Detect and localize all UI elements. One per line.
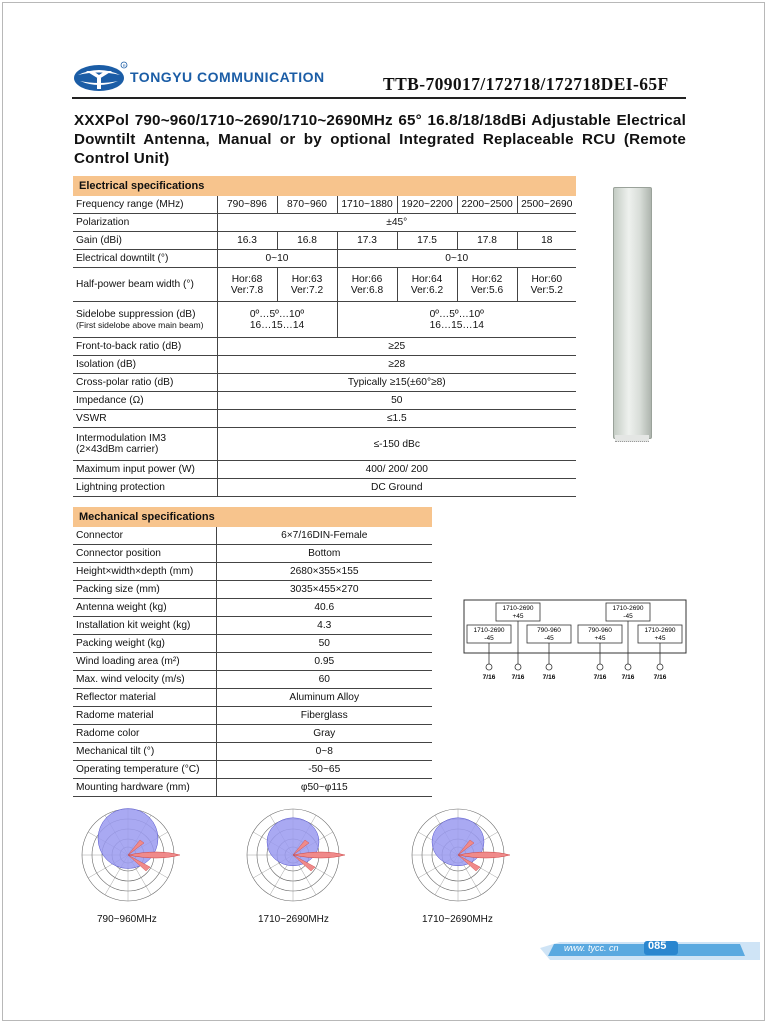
beam-ver: Ver:5.2	[530, 284, 563, 296]
table-row	[73, 196, 576, 214]
freq-cell: 1710~1880	[337, 196, 397, 214]
beam-cell	[337, 268, 397, 302]
page-number: 085	[648, 940, 667, 952]
sidelobe-sublabel: (First sidelobe above main beam)	[76, 320, 204, 330]
footer-banner	[540, 938, 760, 960]
row-label: Max. wind velocity (m/s)	[73, 671, 216, 689]
row-value: 2680×355×155	[216, 563, 432, 581]
table-row	[73, 563, 432, 581]
table-row	[73, 250, 576, 268]
beam-hor: Hor:60	[531, 273, 563, 285]
row-value: 6×7/16DIN-Female	[216, 527, 432, 545]
pattern-caption: 1710~2690MHz	[258, 914, 329, 925]
row-label: Installation kit weight (kg)	[73, 617, 216, 635]
table-row	[73, 356, 576, 374]
table-row	[73, 232, 576, 250]
row-label: Reflector material	[73, 689, 216, 707]
header-rule	[72, 97, 686, 99]
gain-cell: 16.8	[277, 232, 337, 250]
row-label: Polarization	[73, 214, 217, 232]
table-row	[73, 214, 576, 232]
polarization-value: ±45°	[217, 214, 576, 232]
freq-cell: 2500~2690	[517, 196, 576, 214]
port-label: +45	[594, 635, 606, 642]
power-value: 400/ 200/ 200	[217, 461, 576, 479]
table-row	[73, 779, 432, 797]
row-label: Electrical downtilt (°)	[73, 250, 217, 268]
horizontal-beam-pattern	[432, 818, 484, 866]
beam-ver: Ver:7.8	[230, 284, 264, 296]
row-label: Packing size (mm)	[73, 581, 216, 599]
row-label: Antenna weight (kg)	[73, 599, 216, 617]
sidelobe-high-angles: 0º…5º…10º	[429, 308, 484, 320]
xpol-value: Typically ≥15(±60°≥8)	[217, 374, 576, 392]
company-name: TONGYU COMMUNICATION	[130, 69, 325, 85]
gain-cell: 16.3	[217, 232, 277, 250]
row-label: Impedance (Ω)	[73, 392, 217, 410]
impedance-value: 50	[217, 392, 576, 410]
sidelobe-label: Sidelobe suppression (dB)	[76, 309, 196, 320]
downtilt-high: 0~10	[337, 250, 576, 268]
row-label: VSWR	[73, 410, 217, 428]
freq-cell: 790~896	[217, 196, 277, 214]
connector-label: 7/16	[542, 674, 556, 681]
port-label: -45	[623, 613, 633, 620]
beam-ver: Ver:5.6	[470, 284, 504, 296]
beam-ver: Ver:6.8	[350, 284, 384, 296]
fb-value: ≥25	[217, 338, 576, 356]
row-label: Front-to-back ratio (dB)	[73, 338, 217, 356]
row-label: Radome color	[73, 725, 216, 743]
page-title: XXXPol 790~960/1710~2690/1710~2690MHz 65° 16.8/18/18dBi Adjustable Electrical Downtilt Antenna, Manual or by optional Integrated Replaceable RCU (Remote Control Unit)	[74, 112, 686, 167]
connector-label: 7/16	[653, 674, 667, 681]
port-label: -45	[484, 635, 494, 642]
row-label: Half-power beam width (°)	[73, 268, 217, 302]
beam-hor: Hor:64	[411, 273, 443, 285]
beam-ver: Ver:7.2	[290, 284, 324, 296]
table-row	[73, 545, 432, 563]
row-label: Lightning protection	[73, 479, 217, 497]
row-value: -50~65	[216, 761, 432, 779]
polar-pattern	[68, 800, 188, 910]
footer-url: www. tycc. cn	[564, 943, 619, 953]
beam-ver: Ver:6.2	[410, 284, 444, 296]
beam-cell	[217, 268, 277, 302]
table-row	[73, 671, 432, 689]
port-label: 1710-2690	[612, 605, 644, 612]
port-label: 1710-2690	[502, 605, 534, 612]
table-row	[73, 428, 576, 461]
row-label: Connector	[73, 527, 216, 545]
row-label: Packing weight (kg)	[73, 635, 216, 653]
sidelobe-low-values: 16…15…14	[249, 319, 305, 331]
row-label	[73, 428, 217, 461]
table-row	[73, 392, 576, 410]
port-label: +45	[654, 635, 666, 642]
connector-label: 7/16	[621, 674, 635, 681]
row-value: Fiberglass	[216, 707, 432, 725]
table-row	[73, 689, 432, 707]
gain-cell: 18	[517, 232, 576, 250]
mechanical-header: Mechanical specifications	[73, 507, 432, 527]
connector-label: 7/16	[511, 674, 525, 681]
table-row	[73, 338, 576, 356]
row-label: Gain (dBi)	[73, 232, 217, 250]
row-label	[73, 302, 217, 338]
gain-cell: 17.5	[397, 232, 457, 250]
row-value: Aluminum Alloy	[216, 689, 432, 707]
row-value: Gray	[216, 725, 432, 743]
freq-cell: 1920~2200	[397, 196, 457, 214]
sidelobe-high-values: 16…15…14	[429, 319, 484, 331]
beam-cell	[517, 268, 576, 302]
row-label: Connector position	[73, 545, 216, 563]
antenna-connector-end	[615, 435, 649, 442]
table-row	[73, 707, 432, 725]
sidelobe-low-angles: 0º…5º…10º	[249, 308, 305, 320]
sidelobe-low	[217, 302, 337, 338]
row-value: 4.3	[216, 617, 432, 635]
port-label: 790-960	[537, 627, 561, 634]
row-label: Operating temperature (°C)	[73, 761, 216, 779]
beam-cell	[397, 268, 457, 302]
gain-cell: 17.8	[457, 232, 517, 250]
row-value: 3035×455×270	[216, 581, 432, 599]
lightning-value: DC Ground	[217, 479, 576, 497]
table-row	[73, 527, 432, 545]
svg-text:R: R	[122, 62, 126, 68]
connector-label: 7/16	[482, 674, 496, 681]
table-row	[73, 581, 432, 599]
beam-hor: Hor:66	[351, 273, 383, 285]
row-value: Bottom	[216, 545, 432, 563]
row-label: Height×width×depth (mm)	[73, 563, 216, 581]
table-row	[73, 617, 432, 635]
table-row	[73, 599, 432, 617]
beam-cell	[277, 268, 337, 302]
row-label: Frequency range (MHz)	[73, 196, 217, 214]
table-row	[73, 761, 432, 779]
port-label: -45	[544, 635, 554, 642]
horizontal-beam-pattern	[267, 818, 319, 866]
freq-cell: 870~960	[277, 196, 337, 214]
table-row	[73, 268, 576, 302]
row-value: 0.95	[216, 653, 432, 671]
row-value: 50	[216, 635, 432, 653]
horizontal-beam-pattern	[98, 809, 158, 869]
electrical-header: Electrical specifications	[73, 176, 576, 196]
table-row	[73, 374, 576, 392]
port-diagram	[463, 599, 688, 689]
vswr-value: ≤1.5	[217, 410, 576, 428]
pattern-caption: 790~960MHz	[97, 914, 157, 925]
im3-sublabel: (2×43dBm carrier)	[76, 444, 159, 455]
electrical-table	[73, 196, 576, 497]
table-row	[73, 461, 576, 479]
row-value: φ50~φ115	[216, 779, 432, 797]
freq-cell: 2200~2500	[457, 196, 517, 214]
table-row	[73, 653, 432, 671]
pattern-caption: 1710~2690MHz	[422, 914, 493, 925]
port-label: 1710-2690	[473, 627, 505, 634]
beam-hor: Hor:68	[231, 273, 263, 285]
beam-hor: Hor:63	[291, 273, 323, 285]
row-label: Isolation (dB)	[73, 356, 217, 374]
row-value: 0~8	[216, 743, 432, 761]
row-label: Mounting hardware (mm)	[73, 779, 216, 797]
port-label: 1710-2690	[644, 627, 676, 634]
polar-pattern	[233, 800, 353, 910]
row-label: Maximum input power (W)	[73, 461, 217, 479]
table-row	[73, 410, 576, 428]
row-label: Cross-polar ratio (dB)	[73, 374, 217, 392]
connector-label: 7/16	[593, 674, 607, 681]
row-label: Wind loading area (m²)	[73, 653, 216, 671]
sidelobe-high	[337, 302, 576, 338]
table-row	[73, 302, 576, 338]
isolation-value: ≥28	[217, 356, 576, 374]
table-row	[73, 725, 432, 743]
mechanical-table	[73, 527, 432, 797]
beam-hor: Hor:62	[471, 273, 503, 285]
table-row	[73, 743, 432, 761]
beam-cell	[457, 268, 517, 302]
polar-pattern	[398, 800, 518, 910]
antenna-image	[613, 187, 652, 439]
table-row	[73, 479, 576, 497]
row-label: Mechanical tilt (°)	[73, 743, 216, 761]
im3-label: Intermodulation IM3	[76, 433, 167, 444]
port-label: 790-960	[588, 627, 612, 634]
table-row	[73, 635, 432, 653]
row-label: Radome material	[73, 707, 216, 725]
row-value: 40.6	[216, 599, 432, 617]
downtilt-low: 0~10	[217, 250, 337, 268]
row-value: 60	[216, 671, 432, 689]
im3-value: ≤-150 dBc	[217, 428, 576, 461]
model-number: TTB-709017/172718/172718DEI-65F	[383, 74, 669, 94]
port-label: +45	[512, 613, 524, 620]
gain-cell: 17.3	[337, 232, 397, 250]
